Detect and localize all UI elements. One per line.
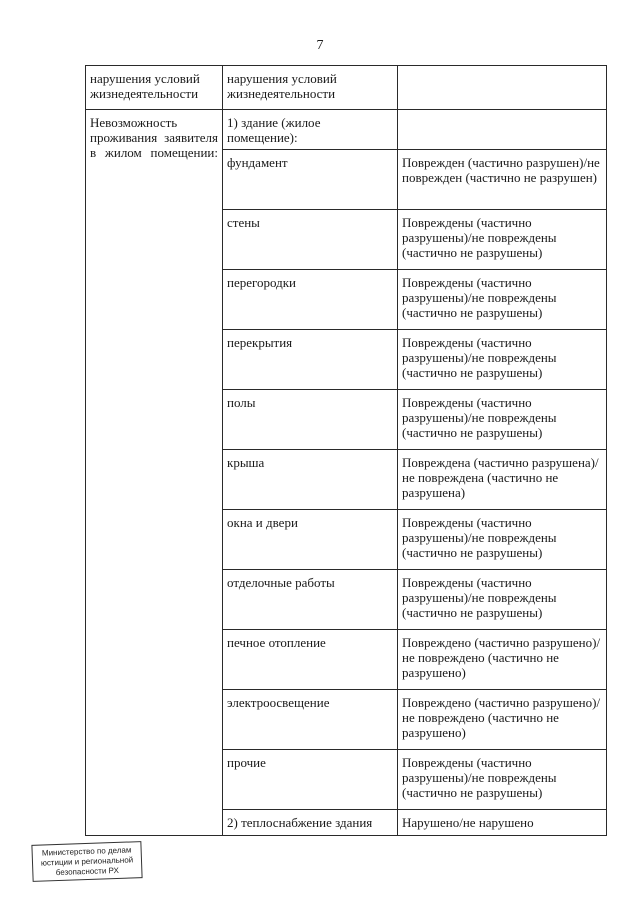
element-cell: 2) теплоснабжение здания — [223, 810, 398, 836]
element-cell: стены — [223, 210, 398, 270]
status-cell: Повреждены (частично разрушены)/не повреждены (частично не разрушены) — [398, 570, 607, 630]
element-cell: окна и двери — [223, 510, 398, 570]
status-cell: Повреждена (частично разрушена)/не повреждена (частично не разрушена) — [398, 450, 607, 510]
status-cell: Повреждены (частично разрушены)/не повреждены (частично не разрушены) — [398, 390, 607, 450]
page-number: 7 — [316, 38, 324, 53]
stamp-line: юстиции и региональной — [40, 855, 134, 868]
element-cell: перегородки — [223, 270, 398, 330]
element-cell: крыша — [223, 450, 398, 510]
status-cell: Повреждены (частично разрушены)/не повреждены (частично не разрушены) — [398, 210, 607, 270]
stamp-line: Министерство по делам — [41, 845, 132, 858]
element-cell: печное отопление — [223, 630, 398, 690]
status-cell: Повреждены (частично разрушены)/не повреждены (частично не разрушены) — [398, 270, 607, 330]
element-cell: отделочные работы — [223, 570, 398, 630]
table-row — [86, 110, 607, 150]
status-cell: Повреждено (частично разрушено)/не повреждено (частично не разрушено) — [398, 690, 607, 750]
element-cell: электроосвещение — [223, 690, 398, 750]
group-label-cell: 1) здание (жилое помещение): — [223, 110, 398, 150]
status-cell: Нарушено/не нарушено — [398, 810, 607, 836]
element-cell: полы — [223, 390, 398, 450]
header-cell-2: нарушения условий жизнедеятельности — [223, 66, 398, 110]
status-cell: Повреждены (частично разрушены)/не повреждены (частично не разрушены) — [398, 330, 607, 390]
header-cell-1: нарушения условий жизнедеятельности — [86, 66, 223, 110]
status-cell: Повреждено (частично разрушено)/не повреждено (частично не разрушено) — [398, 630, 607, 690]
conditions-table — [85, 65, 607, 836]
element-cell: перекрытия — [223, 330, 398, 390]
empty-cell — [398, 110, 607, 150]
status-cell: Поврежден (частично разрушен)/не поврежден (частично не разрушен) — [398, 150, 607, 210]
header-cell-3 — [398, 66, 607, 110]
section-title-cell: Невозможность проживания заявителя в жилом помещении: — [86, 110, 223, 836]
status-cell: Повреждены (частично разрушены)/не повреждены (частично не разрушены) — [398, 750, 607, 810]
table-header-row — [86, 66, 607, 110]
ministry-stamp — [31, 841, 142, 882]
status-cell: Повреждены (частично разрушены)/не повреждены (частично не разрушены) — [398, 510, 607, 570]
element-cell: фундамент — [223, 150, 398, 210]
stamp-line: безопасности РХ — [55, 865, 120, 878]
element-cell: прочие — [223, 750, 398, 810]
